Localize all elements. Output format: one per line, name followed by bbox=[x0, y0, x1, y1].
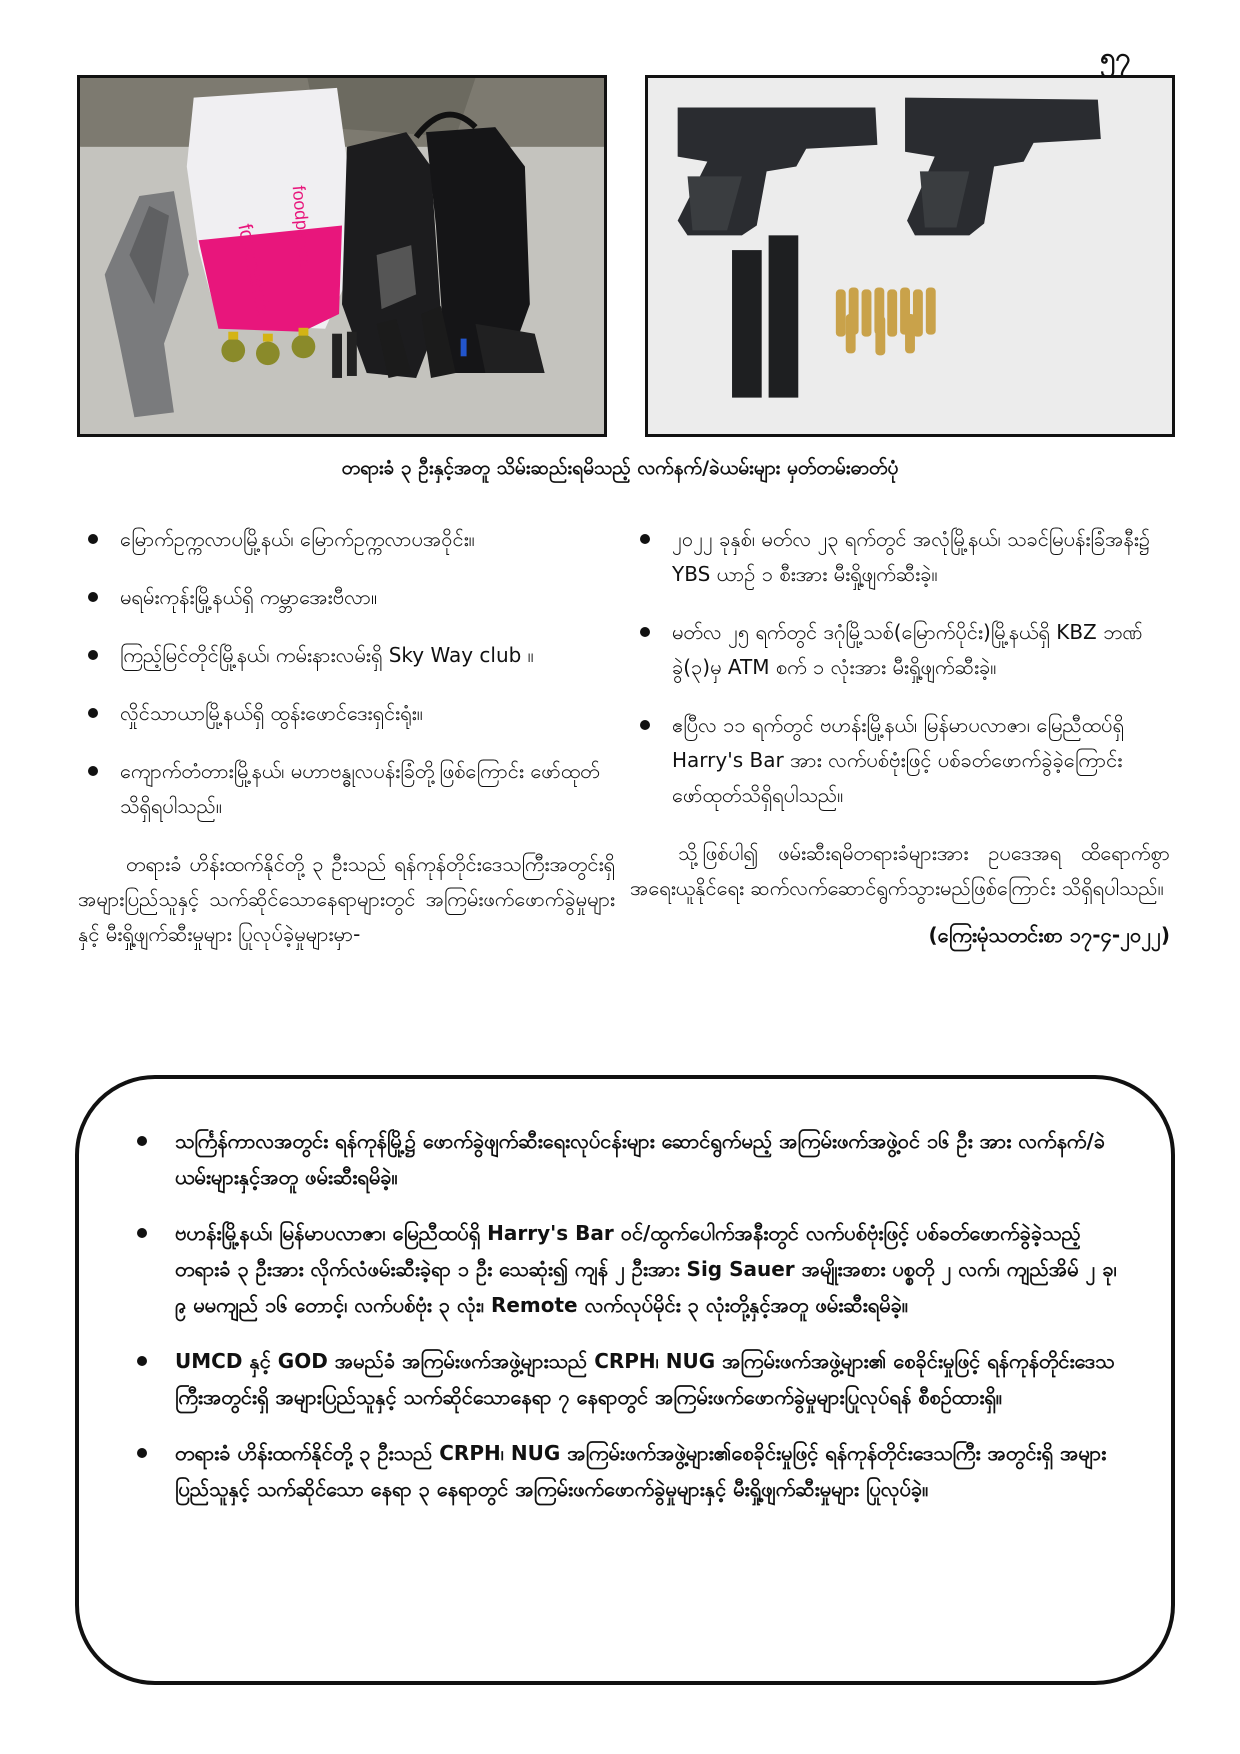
body-paragraph: သို့ဖြစ်ပါ၍ ဖမ်းဆီးရမိတရားခံများအား ဥပဒေအရ ထိရောက်စွာ အရေးယူနိုင်ရေး ဆက်လက်ဆောင်ရွက်သွားမည်ဖြစ်ကြောင်း သိရှိရပါသည်။ bbox=[630, 841, 1170, 900]
right-column bbox=[630, 522, 1170, 953]
summary-item: UMCD နှင့် GOD အမည်ခံ အကြမ်းဖက်အဖွဲ့များသည် CRPH၊ NUG အကြမ်းဖက်အဖွဲ့များ၏ စေခိုင်းမှုဖြင့် ရန်ကုန်တိုင်းဒေသကြီးအတွင်းရှိ အများပြည်သူနှင့် သက်ဆိုင်သောနေရာ ၇ နေရာတွင် အကြမ်းဖက်ဖောက်ခွဲမှုများပြုလုပ်ရန် စီစဉ်ထားရှိ။ bbox=[125, 1343, 1123, 1415]
list-item: မတ်လ ၂၅ ရက်တွင် ဒဂုံမြို့သစ်(မြောက်ပိုင်း)မြို့နယ်ရှိ KBZ ဘဏ်ခွဲ(၃)မှ ATM စက် ၁ လုံးအား မီးရှို့ဖျက်ဆီးခဲ့။ bbox=[630, 615, 1170, 685]
summary-item: သင်္ကြန်ကာလအတွင်း ရန်ကုန်မြို့၌ ဖောက်ခွဲဖျက်ဆီးရေးလုပ်ငန်းများ ဆောင်ရွက်မည့် အကြမ်းဖက်အဖွဲ့ဝင် ၁၆ ဦး အား လက်နက်/ခဲယမ်းများနှင့်အတူ ဖမ်းဆီးရမိခဲ့။ bbox=[125, 1123, 1123, 1195]
summary-list bbox=[125, 1123, 1123, 1507]
list-item: ကြည့်မြင်တိုင်မြို့နယ်၊ ကမ်းနားလမ်းရှိ Sky Way club ။ bbox=[78, 638, 615, 673]
summary-box bbox=[75, 1075, 1175, 1685]
left-column bbox=[78, 522, 615, 952]
summary-item: တရားခံ ဟိန်းထက်နိုင်တို့ ၃ ဦးသည် CRPH၊ NUG အကြမ်းဖက်အဖွဲ့များ၏စေခိုင်းမှုဖြင့် ရန်ကုန်တိုင်းဒေသကြီး အတွင်းရှိ အများပြည်သူနှင့် သက်ဆိုင်သော နေရာ ၃ နေရာတွင် အကြမ်းဖက်ဖောက်ခွဲမှုများနှင့် မီးရှို့ဖျက်ဆီးမှုများ ပြုလုပ်ခဲ့။ bbox=[125, 1435, 1123, 1507]
svg-text:foodpanda: foodpanda bbox=[233, 221, 275, 318]
list-item: မရမ်းကုန်းမြို့နယ်ရှိ ကမ္ဘာအေးဗီလာ။ bbox=[78, 580, 615, 615]
summary-item: ဗဟန်းမြို့နယ်၊ မြန်မာပလာဇာ၊ မြေညီထပ်ရှိ Harry's Bar ဝင်/ထွက်ပေါက်အနီးတွင် လက်ပစ်ဗုံးဖြင့် ပစ်ခတ်ဖောက်ခွဲခဲ့သည့် တရားခံ ၃ ဦးအား လိုက်လံဖမ်းဆီးခဲ့ရာ ၁ ဦး သေဆုံး၍ ကျန် ၂ ဦးအား Sig Sauer အမျိုးအစား ပစ္စတို ၂ လက်၊ ကျည်အိမ် ၂ ခု၊ ၉ မမကျည် ၁၆ တောင့်၊ လက်ပစ်ဗုံး ၃ လုံး၊ Remote လက်လုပ်မိုင်း ၃ လုံးတို့နှင့်အတူ ဖမ်းဆီးရမိခဲ့။ bbox=[125, 1215, 1123, 1323]
source-citation: (ကြေးမုံသတင်းစာ ၁၇-၄-၂၀၂၂) bbox=[928, 923, 1170, 947]
list-item: မြောက်ဥက္ကလာပမြို့နယ်၊ မြောက်ဥက္ကလာပအဝိုင်း။ bbox=[78, 522, 615, 557]
incident-list bbox=[630, 522, 1170, 813]
photo-caption: တရားခံ ၃ ဦးနှင့်အတူ သိမ်းဆည်းရမိသည့် လက်နက်/ခဲယမ်းများ မှတ်တမ်းဓာတ်ပုံ bbox=[341, 457, 899, 479]
location-list bbox=[78, 522, 615, 824]
list-item: ဧပြီလ ၁၁ ရက်တွင် ဗဟန်းမြို့နယ်၊ မြန်မာပလာဇာ၊ မြေညီထပ်ရှိ Harry's Bar အား လက်ပစ်ဗုံးဖြင့် ပစ်ခတ်ဖောက်ခွဲခဲ့ကြောင်း ဖော်ထုတ်သိရှိရပါသည်။ bbox=[630, 708, 1170, 813]
body-paragraph: တရားခံ ဟိန်းထက်နိုင်တို့ ၃ ဦးသည် ရန်ကုန်တိုင်းဒေသကြီးအတွင်းရှိ အများပြည်သူနှင့် သက်ဆိုင်သောနေရာများတွင် အကြမ်းဖက်ဖောက်ခွဲမှုများနှင့် မီးရှို့ဖျက်ဆီးမှုများ ပြုလုပ်ခဲ့မှုများမှာ- bbox=[78, 852, 615, 946]
photo-seized-pistols-ammunition bbox=[645, 75, 1175, 437]
list-item: ကျောက်တံတားမြို့နယ်၊ မဟာဗန္ဓုလပန်းခြံတို့ဖြစ်ကြောင်း ဖော်ထုတ်သိရှိရပါသည်။ bbox=[78, 754, 615, 824]
svg-text:foodpanda: foodpanda bbox=[288, 184, 316, 270]
page-number: ၅၇ bbox=[1100, 42, 1131, 73]
list-item: လှိုင်သာယာမြို့နယ်ရှိ ထွန်းဖောင်ဒေးရှင်းရုံး။ bbox=[78, 696, 615, 731]
photo-seized-items-clothing-bags bbox=[77, 75, 607, 437]
list-item: ၂၀၂၂ ခုနှစ်၊ မတ်လ ၂၃ ရက်တွင် အလုံမြို့နယ်၊ သခင်မြပန်းခြံအနီး၌ YBS ယာဉ် ၁ စီးအား မီးရှို့ဖျက်ဆီးခဲ့။ bbox=[630, 522, 1170, 592]
